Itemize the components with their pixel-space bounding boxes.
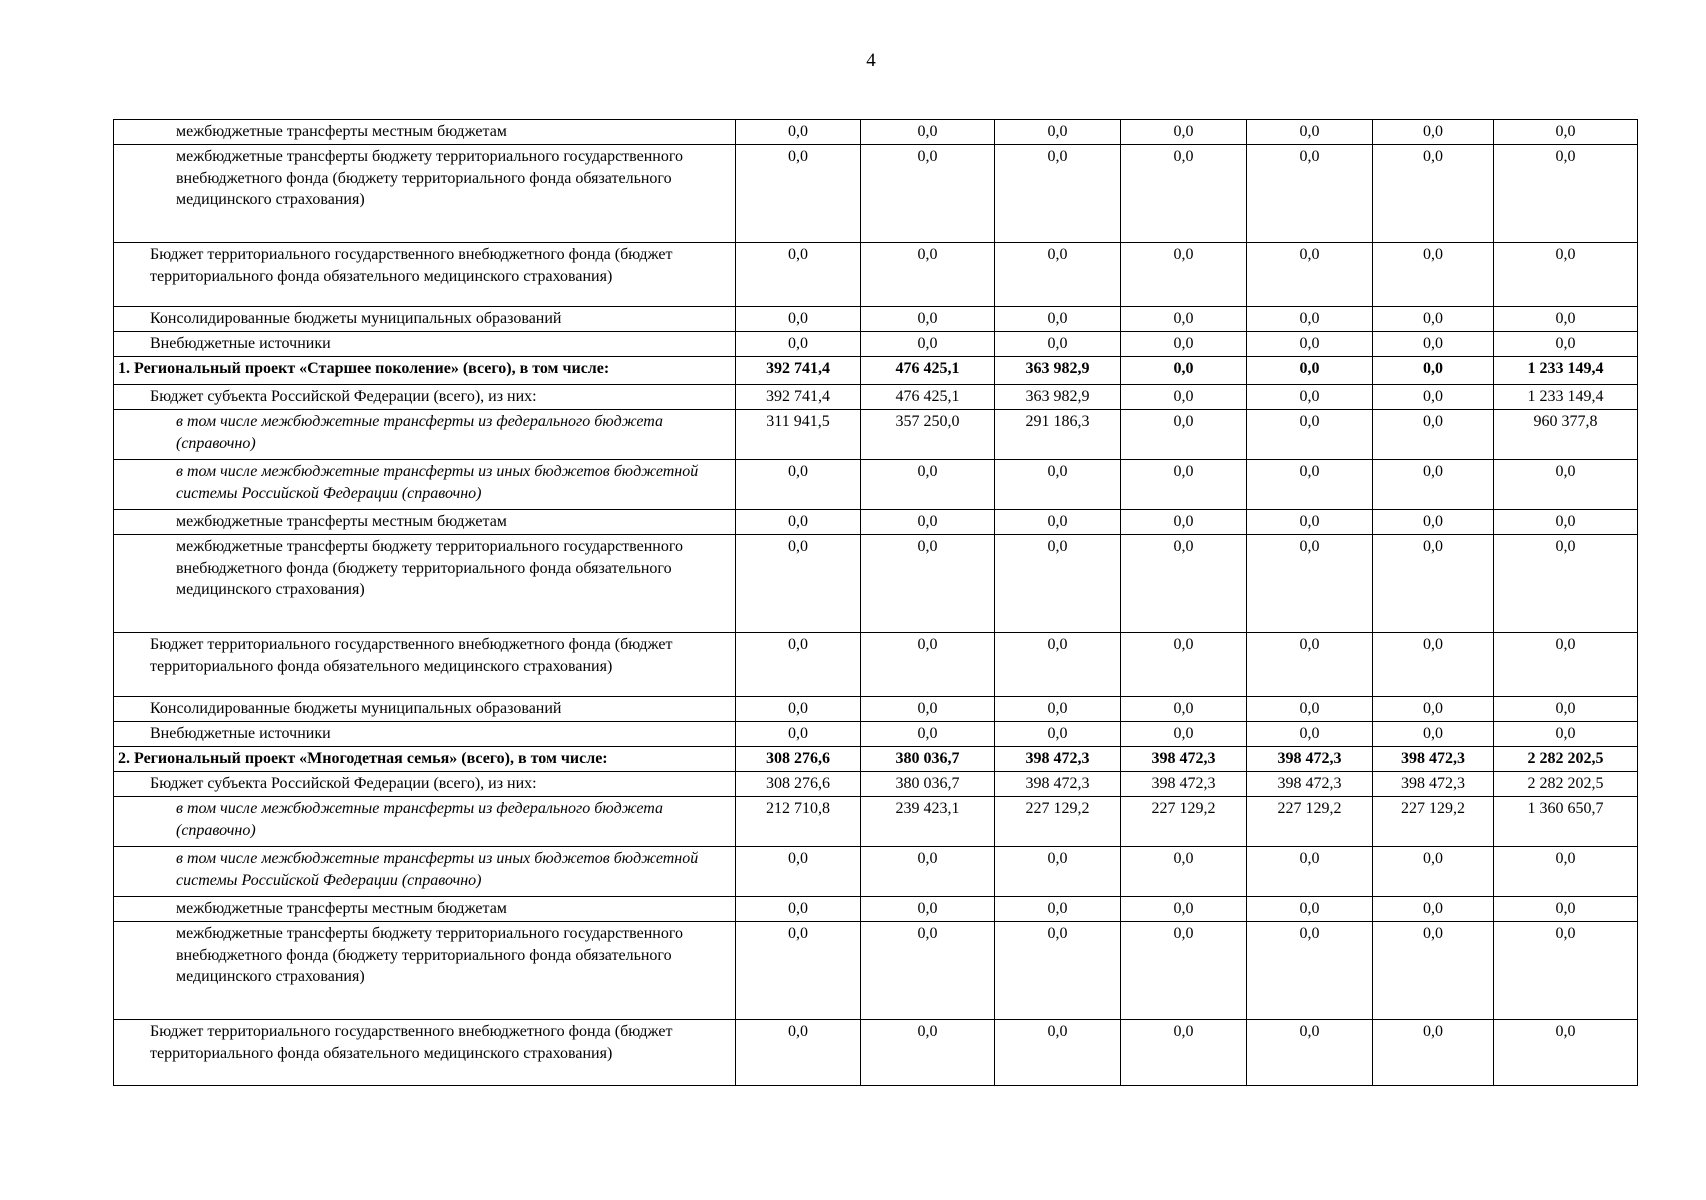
table-row [114, 357, 1638, 385]
value-cell: 0,0 [1373, 307, 1494, 332]
value-cell: 398 472,3 [1373, 772, 1494, 797]
value-cell: 0,0 [1373, 1020, 1494, 1086]
table-row [114, 307, 1638, 332]
value-cell: 0,0 [1373, 357, 1494, 385]
value-cell: 0,0 [861, 1020, 995, 1086]
value-cell: 0,0 [736, 460, 861, 510]
value-cell: 398 472,3 [995, 747, 1121, 772]
value-cell: 0,0 [995, 697, 1121, 722]
value-cell: 227 129,2 [1373, 797, 1494, 847]
value-cell: 0,0 [736, 1020, 861, 1086]
value-cell: 398 472,3 [1247, 747, 1373, 772]
value-cell: 0,0 [1247, 897, 1373, 922]
value-cell: 0,0 [736, 307, 861, 332]
value-cell: 0,0 [1247, 1020, 1373, 1086]
value-cell: 227 129,2 [995, 797, 1121, 847]
value-cell: 363 982,9 [995, 357, 1121, 385]
value-cell: 0,0 [1247, 385, 1373, 410]
value-cell: 0,0 [1121, 120, 1247, 145]
value-cell: 398 472,3 [1121, 772, 1247, 797]
value-cell: 0,0 [736, 145, 861, 243]
value-cell: 0,0 [1494, 697, 1638, 722]
value-cell: 0,0 [861, 897, 995, 922]
table-row [114, 243, 1638, 307]
value-cell: 0,0 [1373, 145, 1494, 243]
value-cell: 0,0 [995, 307, 1121, 332]
value-cell: 0,0 [736, 922, 861, 1020]
row-label: Внебюджетные источники [114, 332, 736, 357]
value-cell: 398 472,3 [1373, 747, 1494, 772]
row-label: межбюджетные трансферты бюджету территориального государственного внебюджетного фонда (бюджету территориального фонда обязательного медицинского страхования) [114, 922, 736, 1020]
value-cell: 0,0 [1121, 897, 1247, 922]
value-cell: 0,0 [995, 145, 1121, 243]
value-cell: 0,0 [1494, 722, 1638, 747]
row-label: Консолидированные бюджеты муниципальных образований [114, 697, 736, 722]
value-cell: 0,0 [995, 535, 1121, 633]
table-row [114, 385, 1638, 410]
table-row [114, 797, 1638, 847]
value-cell: 0,0 [995, 243, 1121, 307]
value-cell: 380 036,7 [861, 772, 995, 797]
value-cell: 0,0 [995, 722, 1121, 747]
value-cell: 239 423,1 [861, 797, 995, 847]
value-cell: 0,0 [736, 633, 861, 697]
value-cell: 0,0 [861, 633, 995, 697]
value-cell: 0,0 [1373, 897, 1494, 922]
value-cell: 0,0 [1494, 243, 1638, 307]
value-cell: 0,0 [1121, 385, 1247, 410]
value-cell: 357 250,0 [861, 410, 995, 460]
value-cell: 392 741,4 [736, 357, 861, 385]
page-number: 4 [866, 50, 876, 71]
value-cell: 0,0 [1373, 120, 1494, 145]
value-cell: 0,0 [861, 722, 995, 747]
value-cell: 0,0 [1373, 847, 1494, 897]
value-cell: 0,0 [1247, 332, 1373, 357]
value-cell: 2 282 202,5 [1494, 772, 1638, 797]
value-cell: 0,0 [736, 510, 861, 535]
value-cell: 0,0 [995, 332, 1121, 357]
value-cell: 0,0 [1494, 847, 1638, 897]
value-cell: 960 377,8 [1494, 410, 1638, 460]
value-cell: 0,0 [861, 460, 995, 510]
value-cell: 308 276,6 [736, 772, 861, 797]
value-cell: 291 186,3 [995, 410, 1121, 460]
value-cell: 0,0 [1373, 633, 1494, 697]
table-row [114, 1020, 1638, 1086]
value-cell: 0,0 [861, 332, 995, 357]
value-cell: 0,0 [995, 510, 1121, 535]
table-row [114, 535, 1638, 633]
value-cell: 311 941,5 [736, 410, 861, 460]
value-cell: 0,0 [736, 535, 861, 633]
budget-table [113, 119, 1638, 1086]
row-label: Бюджет субъекта Российской Федерации (всего), из них: [114, 772, 736, 797]
value-cell: 0,0 [1494, 120, 1638, 145]
value-cell: 0,0 [736, 847, 861, 897]
value-cell: 0,0 [1121, 307, 1247, 332]
value-cell: 0,0 [995, 922, 1121, 1020]
value-cell: 308 276,6 [736, 747, 861, 772]
value-cell: 0,0 [736, 697, 861, 722]
value-cell: 0,0 [1247, 307, 1373, 332]
value-cell: 0,0 [1494, 460, 1638, 510]
value-cell: 0,0 [1247, 243, 1373, 307]
value-cell: 0,0 [1373, 722, 1494, 747]
row-label: в том числе межбюджетные трансферты из федерального бюджета (справочно) [114, 410, 736, 460]
value-cell: 0,0 [1373, 460, 1494, 510]
row-label: Консолидированные бюджеты муниципальных образований [114, 307, 736, 332]
value-cell: 0,0 [1247, 410, 1373, 460]
value-cell: 0,0 [1247, 535, 1373, 633]
value-cell: 0,0 [1121, 460, 1247, 510]
value-cell: 0,0 [1494, 145, 1638, 243]
value-cell: 398 472,3 [1247, 772, 1373, 797]
value-cell: 0,0 [995, 897, 1121, 922]
value-cell: 227 129,2 [1247, 797, 1373, 847]
table-row [114, 922, 1638, 1020]
value-cell: 0,0 [861, 120, 995, 145]
value-cell: 0,0 [1247, 722, 1373, 747]
value-cell: 0,0 [1373, 697, 1494, 722]
value-cell: 398 472,3 [995, 772, 1121, 797]
value-cell: 0,0 [1494, 510, 1638, 535]
value-cell: 0,0 [1247, 357, 1373, 385]
table-row [114, 897, 1638, 922]
row-label: межбюджетные трансферты бюджету территориального государственного внебюджетного фонда (бюджету территориального фонда обязательного медицинского страхования) [114, 145, 736, 243]
value-cell: 0,0 [1121, 535, 1247, 633]
value-cell: 0,0 [1373, 535, 1494, 633]
value-cell: 1 233 149,4 [1494, 385, 1638, 410]
value-cell: 363 982,9 [995, 385, 1121, 410]
budget-table-body [114, 120, 1638, 1086]
value-cell: 0,0 [1494, 1020, 1638, 1086]
value-cell: 0,0 [861, 145, 995, 243]
table-row [114, 747, 1638, 772]
value-cell: 0,0 [861, 922, 995, 1020]
value-cell: 0,0 [861, 307, 995, 332]
value-cell: 0,0 [1121, 1020, 1247, 1086]
value-cell: 0,0 [736, 332, 861, 357]
value-cell: 0,0 [1494, 922, 1638, 1020]
value-cell: 0,0 [1373, 385, 1494, 410]
value-cell: 0,0 [1247, 697, 1373, 722]
value-cell: 0,0 [1247, 120, 1373, 145]
row-label: в том числе межбюджетные трансферты из иных бюджетов бюджетной системы Российской Федерации (справочно) [114, 460, 736, 510]
value-cell: 398 472,3 [1121, 747, 1247, 772]
value-cell: 0,0 [861, 243, 995, 307]
value-cell: 0,0 [1494, 307, 1638, 332]
row-label: Внебюджетные источники [114, 722, 736, 747]
value-cell: 0,0 [1247, 847, 1373, 897]
value-cell: 0,0 [1121, 243, 1247, 307]
value-cell: 0,0 [1121, 697, 1247, 722]
value-cell: 0,0 [995, 847, 1121, 897]
value-cell: 476 425,1 [861, 385, 995, 410]
table-row [114, 332, 1638, 357]
value-cell: 0,0 [1373, 243, 1494, 307]
value-cell: 0,0 [1494, 332, 1638, 357]
value-cell: 0,0 [1121, 410, 1247, 460]
value-cell: 0,0 [861, 697, 995, 722]
value-cell: 0,0 [1494, 897, 1638, 922]
value-cell: 0,0 [861, 847, 995, 897]
value-cell: 0,0 [1247, 145, 1373, 243]
value-cell: 0,0 [1373, 510, 1494, 535]
value-cell: 212 710,8 [736, 797, 861, 847]
table-row [114, 697, 1638, 722]
value-cell: 227 129,2 [1121, 797, 1247, 847]
value-cell: 0,0 [1121, 847, 1247, 897]
value-cell: 0,0 [995, 633, 1121, 697]
value-cell: 0,0 [995, 1020, 1121, 1086]
value-cell: 0,0 [1247, 633, 1373, 697]
table-row [114, 510, 1638, 535]
value-cell: 0,0 [1121, 633, 1247, 697]
value-cell: 0,0 [995, 120, 1121, 145]
value-cell: 0,0 [1494, 633, 1638, 697]
value-cell: 0,0 [1121, 510, 1247, 535]
value-cell: 0,0 [736, 120, 861, 145]
table-row [114, 633, 1638, 697]
row-label: 2. Региональный проект «Многодетная семья» (всего), в том числе: [114, 747, 736, 772]
value-cell: 1 233 149,4 [1494, 357, 1638, 385]
row-label: в том числе межбюджетные трансферты из федерального бюджета (справочно) [114, 797, 736, 847]
value-cell: 0,0 [1373, 410, 1494, 460]
value-cell: 0,0 [1373, 332, 1494, 357]
value-cell: 0,0 [1494, 535, 1638, 633]
row-label: межбюджетные трансферты местным бюджетам [114, 897, 736, 922]
table-row [114, 145, 1638, 243]
value-cell: 0,0 [1373, 922, 1494, 1020]
value-cell: 0,0 [736, 897, 861, 922]
table-row [114, 410, 1638, 460]
row-label: межбюджетные трансферты бюджету территориального государственного внебюджетного фонда (бюджету территориального фонда обязательного медицинского страхования) [114, 535, 736, 633]
table-row [114, 120, 1638, 145]
value-cell: 380 036,7 [861, 747, 995, 772]
value-cell: 0,0 [1247, 460, 1373, 510]
row-label: Бюджет территориального государственного внебюджетного фонда (бюджет территориального фонда обязательного медицинского страхования) [114, 633, 736, 697]
row-label: Бюджет субъекта Российской Федерации (всего), из них: [114, 385, 736, 410]
value-cell: 0,0 [995, 460, 1121, 510]
row-label: Бюджет территориального государственного внебюджетного фонда (бюджет территориального фонда обязательного медицинского страхования) [114, 243, 736, 307]
value-cell: 0,0 [736, 243, 861, 307]
value-cell: 0,0 [1121, 722, 1247, 747]
value-cell: 0,0 [1247, 510, 1373, 535]
value-cell: 2 282 202,5 [1494, 747, 1638, 772]
value-cell: 476 425,1 [861, 357, 995, 385]
value-cell: 0,0 [1247, 922, 1373, 1020]
value-cell: 0,0 [1121, 357, 1247, 385]
row-label: в том числе межбюджетные трансферты из иных бюджетов бюджетной системы Российской Федерации (справочно) [114, 847, 736, 897]
value-cell: 0,0 [1121, 922, 1247, 1020]
table-row [114, 460, 1638, 510]
value-cell: 0,0 [1121, 145, 1247, 243]
row-label: межбюджетные трансферты местным бюджетам [114, 510, 736, 535]
row-label: 1. Региональный проект «Старшее поколение» (всего), в том числе: [114, 357, 736, 385]
value-cell: 0,0 [736, 722, 861, 747]
table-row [114, 847, 1638, 897]
table-row [114, 772, 1638, 797]
row-label: межбюджетные трансферты местным бюджетам [114, 120, 736, 145]
table-row [114, 722, 1638, 747]
value-cell: 1 360 650,7 [1494, 797, 1638, 847]
value-cell: 0,0 [861, 510, 995, 535]
row-label: Бюджет территориального государственного внебюджетного фонда (бюджет территориального фонда обязательного медицинского страхования) [114, 1020, 736, 1086]
value-cell: 392 741,4 [736, 385, 861, 410]
value-cell: 0,0 [1121, 332, 1247, 357]
value-cell: 0,0 [861, 535, 995, 633]
